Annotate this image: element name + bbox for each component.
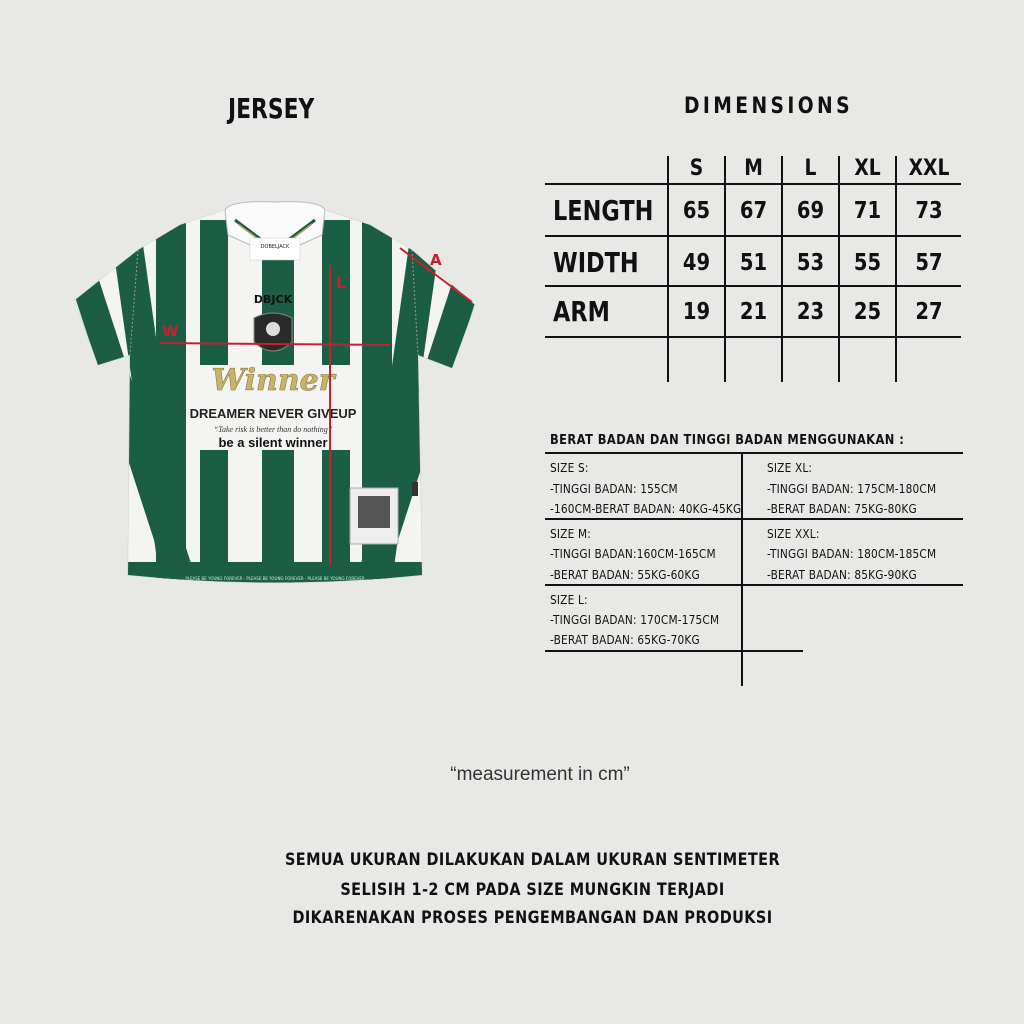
weight-hline: [545, 650, 803, 652]
size-s-title: SIZE S:: [550, 461, 589, 475]
jersey-tagline-text: be a silent winner: [218, 435, 328, 450]
weight-hline: [545, 452, 963, 454]
jersey-slogan-text: DREAMER NEVER GIVEUP: [189, 406, 357, 421]
measurement-note: “measurement in cm”: [450, 764, 630, 785]
size-l-height: -TINGGI BADAN: 170CM-175CM: [550, 613, 720, 627]
footer-line-2: SELISIH 1-2 CM PADA SIZE MUNGKIN TERJADI: [340, 880, 725, 900]
arm-s: 19: [682, 299, 711, 325]
size-m-weight: -BERAT BADAN: 55KG-60KG: [550, 568, 700, 582]
size-header-xxl: XXL: [908, 156, 950, 181]
jersey-quote-text: “Take risk is better than do nothing”: [213, 425, 333, 434]
size-header-m: M: [744, 156, 763, 181]
width-xxl: 57: [915, 250, 943, 276]
table-vline: [895, 156, 897, 382]
length-m: 67: [739, 198, 768, 224]
size-l-title: SIZE L:: [550, 593, 588, 607]
svg-text:DOBELJACK: DOBELJACK: [260, 244, 290, 250]
size-header-s: S: [689, 156, 704, 181]
jersey-image: [60, 190, 490, 600]
row-label-arm: ARM: [553, 295, 610, 328]
arm-xl: 25: [853, 299, 882, 325]
size-s-height: -TINGGI BADAN: 155CM: [550, 482, 678, 496]
row-label-width: WIDTH: [553, 246, 639, 279]
table-hline: [545, 235, 961, 237]
width-m: 51: [739, 250, 768, 276]
jersey-script-text: Winner: [211, 363, 335, 398]
length-xxl: 73: [915, 198, 943, 224]
width-marker-label: W: [162, 322, 179, 340]
length-marker-label: L: [336, 273, 347, 292]
size-xxl-height: -TINGGI BADAN: 180CM-185CM: [767, 547, 937, 561]
arm-marker-label: A: [430, 251, 442, 269]
jersey-hem-text: PLEASE BE YOUNG FOREVER · PLEASE BE YOUNG FOREVER · PLEASE BE YOUNG FOREVER: [185, 576, 365, 581]
width-xl: 55: [853, 250, 882, 276]
size-m-height: -TINGGI BADAN:160CM-165CM: [550, 547, 716, 561]
size-m-title: SIZE M:: [550, 527, 591, 541]
size-xl-weight: -BERAT BADAN: 75KG-80KG: [767, 502, 917, 516]
length-l: 69: [796, 198, 825, 224]
weight-hline: [545, 518, 963, 520]
dimensions-title: DIMENSIONS: [684, 94, 853, 119]
size-xxl-weight: -BERAT BADAN: 85KG-90KG: [767, 568, 917, 582]
footer-line-3: DIKARENAKAN PROSES PENGEMBANGAN DAN PRODUKSI: [292, 908, 773, 928]
jersey-title: JERSEY: [228, 92, 315, 125]
width-l: 53: [796, 250, 825, 276]
arm-m: 21: [739, 299, 768, 325]
size-header-l: L: [804, 156, 817, 181]
table-vline: [667, 156, 669, 382]
table-vline: [724, 156, 726, 382]
width-s: 49: [682, 250, 711, 276]
weight-vline: [741, 452, 743, 686]
size-l-weight: -BERAT BADAN: 65KG-70KG: [550, 633, 700, 647]
size-table: [545, 150, 965, 390]
table-hline: [545, 285, 961, 287]
table-vline: [838, 156, 840, 382]
table-hline: [545, 336, 961, 338]
arm-l: 23: [796, 299, 825, 325]
size-header-xl: XL: [854, 156, 881, 181]
arm-xxl: 27: [915, 299, 943, 325]
length-s: 65: [682, 198, 711, 224]
footer-line-1: SEMUA UKURAN DILAKUKAN DALAM UKURAN SENTIMETER: [284, 850, 781, 870]
table-hline: [545, 183, 961, 185]
weight-hline: [545, 584, 963, 586]
row-label-length: LENGTH: [553, 194, 654, 227]
weight-table-heading: BERAT BADAN DAN TINGGI BADAN MENGGUNAKAN :: [550, 433, 905, 448]
length-xl: 71: [853, 198, 882, 224]
jersey-brand-text: DBJCK: [253, 293, 293, 306]
table-vline: [781, 156, 783, 382]
size-xxl-title: SIZE XXL:: [767, 527, 820, 541]
size-xl-height: -TINGGI BADAN: 175CM-180CM: [767, 482, 937, 496]
size-xl-title: SIZE XL:: [767, 461, 813, 475]
size-s-weight: -160CM-BERAT BADAN: 40KG-45KG: [550, 502, 742, 516]
